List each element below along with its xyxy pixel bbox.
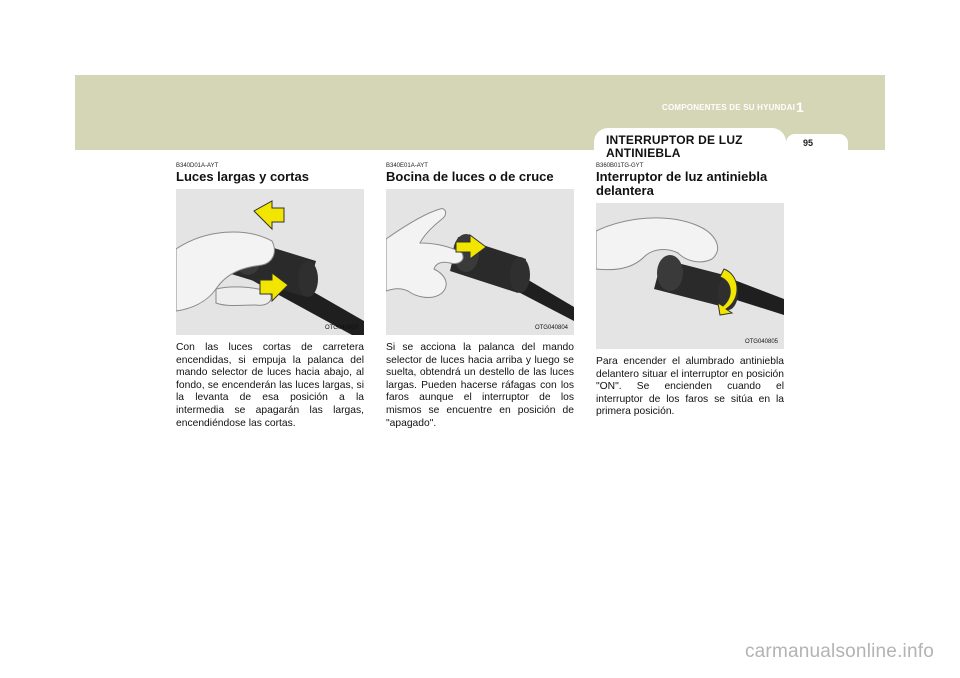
- chapter-number: 1: [796, 99, 804, 115]
- image-code: OTG040803: [324, 325, 358, 331]
- column-title: Bocina de luces o de cruce: [386, 169, 554, 184]
- body-text: Si se acciona la palanca del mando selector de luces hacia arriba y luego se suelta, obtendrá un destello de las luces largas. Pueden hacerse ráfagas con los faros aunque el interruptor de los mismos se encuentre en posición de "apagado".: [386, 342, 574, 429]
- column-title: Interruptor de luz antiniebla delantera: [596, 169, 768, 198]
- arrow-up-icon: [254, 201, 284, 229]
- lever-stalk-icon: [654, 255, 738, 310]
- column-bocina-luces: [386, 163, 574, 430]
- image-code: OTG040804: [534, 325, 568, 331]
- lever-photo: [596, 203, 784, 349]
- column-luces-largas: [176, 163, 364, 430]
- lever-photo: [176, 189, 364, 335]
- chapter-label: COMPONENTES DE SU HYUNDAI: [661, 103, 795, 112]
- image-code: OTG040805: [744, 339, 778, 345]
- watermark: carmanualsonline.info: [744, 641, 934, 662]
- column-antiniebla: [596, 163, 784, 419]
- section-code: B360B01TG-GYT: [596, 163, 644, 169]
- section-code: B340D01A-AYT: [176, 163, 219, 169]
- section-code: B340E01A-AYT: [386, 163, 428, 169]
- body-text: Para encender el alumbrado antiniebla delantero situar el interruptor en posición "ON". Se encienden cuando el interruptor de los faros se sitúa en la primera posición.: [596, 356, 784, 418]
- lever-photo: [386, 189, 574, 335]
- section-title: INTERRUPTOR DE LUZ ANTINIEBLA: [606, 133, 743, 160]
- page-number: 95: [802, 138, 813, 148]
- column-title: Luces largas y cortas: [176, 169, 309, 184]
- body-text: Con las luces cortas de carretera encendidas, si empuja la palanca del mando selector de luces hacia abajo, al fondo, se encenderán las luces largas, si la levanta de esa posición a la intermedia se apagarán las largas, encendiéndose las cortas.: [176, 342, 364, 429]
